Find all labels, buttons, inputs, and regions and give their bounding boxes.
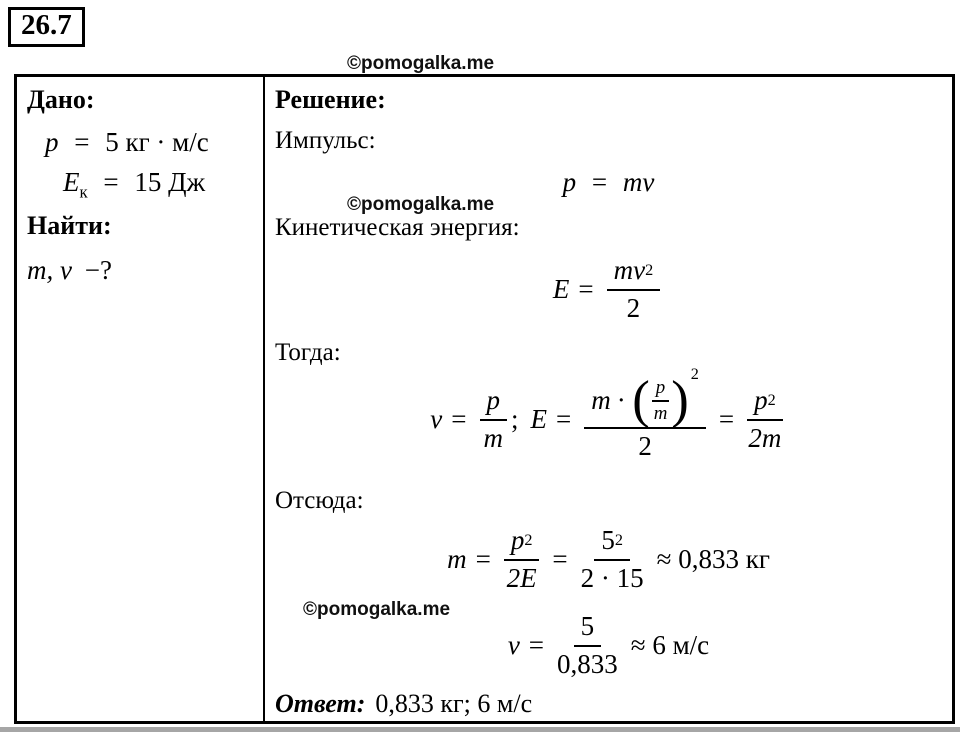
answer-value: 0,833 кг; 6 м/с [375,689,533,718]
energy-var: E [63,167,80,197]
equals-sign: = [451,404,467,435]
page-edge-shadow [0,727,960,732]
open-paren: ( [632,371,650,430]
denominator: m [483,423,504,454]
velocity-result: ≈ 6 м/с [630,630,710,661]
solution-panel [265,77,952,721]
impulse-lhs: p [562,167,577,197]
separator-semicolon: ; [511,404,519,435]
numerator-value: 5 [601,525,615,555]
exponent: 2 [690,365,699,383]
velocity-formula [265,611,952,680]
equals-sign: = [552,544,568,575]
then-label: Тогда: [275,339,341,366]
watermark-middle: ©pomogalka.me [347,194,495,215]
fraction [607,255,661,324]
inner-fraction [652,377,669,424]
impulse-label: Импульс: [275,127,376,154]
equals-sign: = [528,630,545,661]
then-formula [265,365,952,463]
velocity-lhs: v [430,404,443,435]
numerator [504,525,540,561]
denominator: m [653,402,668,424]
solution-heading: Решение: [275,85,386,114]
hence-label: Отсюда: [275,487,364,514]
numerator-prefix: m · [591,385,625,416]
answer-line [275,689,532,719]
find-heading: Найти: [27,211,112,240]
find-vars: m, v [27,255,72,285]
numerator: 5 [574,611,602,647]
momentum-value: 5 кг · м/с [105,127,209,157]
numerator: p [652,377,669,402]
equals-sign: = [718,404,735,435]
close-paren: ) [671,371,689,430]
equals-sign: = [475,544,491,575]
problem-number-box [8,7,85,47]
denominator: 2E [506,563,537,594]
numerator: p [480,385,508,421]
velocity-lhs: v [507,630,520,661]
equals-sign: = [103,167,119,197]
fraction [504,525,540,594]
fraction [480,385,508,454]
given-momentum-line [45,127,209,158]
energy-lhs: E [530,404,548,435]
energy-subscript: к [79,182,88,202]
equals-sign: = [578,274,594,305]
equals-sign: = [74,127,90,157]
paren-group [632,365,699,430]
impulse-rhs: mv [622,167,655,197]
denominator: 2 [626,293,641,324]
fraction [557,611,618,680]
kinetic-energy-formula [265,255,952,324]
given-panel [17,77,265,721]
equals-sign: = [591,167,608,197]
find-question-mark: −? [84,255,112,285]
numerator [607,255,661,291]
fraction [584,365,706,463]
numerator-vars: mv [613,255,646,285]
given-heading: Дано: [27,85,95,114]
exponent: 2 [614,531,623,550]
numerator-var: p [510,525,525,555]
denominator: 0,833 [557,649,618,680]
denominator: 2 [638,431,652,462]
numerator [594,525,630,561]
energy-value: 15 Дж [134,167,206,197]
given-energy-line [63,167,205,202]
equals-sign: = [556,404,572,435]
answer-label: Ответ: [275,689,366,718]
exponent: 2 [767,391,776,410]
problem-number: 26.7 [21,9,72,41]
fraction [581,525,644,594]
fraction [747,385,783,454]
watermark-bottom: ©pomogalka.me [303,599,451,620]
solution-table [14,74,955,724]
kinetic-energy-label: Кинетическая энергия: [275,214,520,241]
watermark-top: ©pomogalka.me [347,53,495,74]
mass-result: ≈ 0,833 кг [656,544,770,575]
numerator-var: p [754,385,768,416]
find-line [27,255,112,286]
mass-lhs: m [447,544,467,575]
denominator: 2 · 15 [580,563,644,594]
kinetic-lhs: E [552,274,570,305]
denominator: 2m [748,423,782,454]
momentum-var: p [45,127,59,157]
exponent: 2 [645,261,654,280]
mass-formula [265,525,952,594]
numerator [584,365,706,430]
exponent: 2 [524,531,533,550]
numerator [747,385,783,421]
